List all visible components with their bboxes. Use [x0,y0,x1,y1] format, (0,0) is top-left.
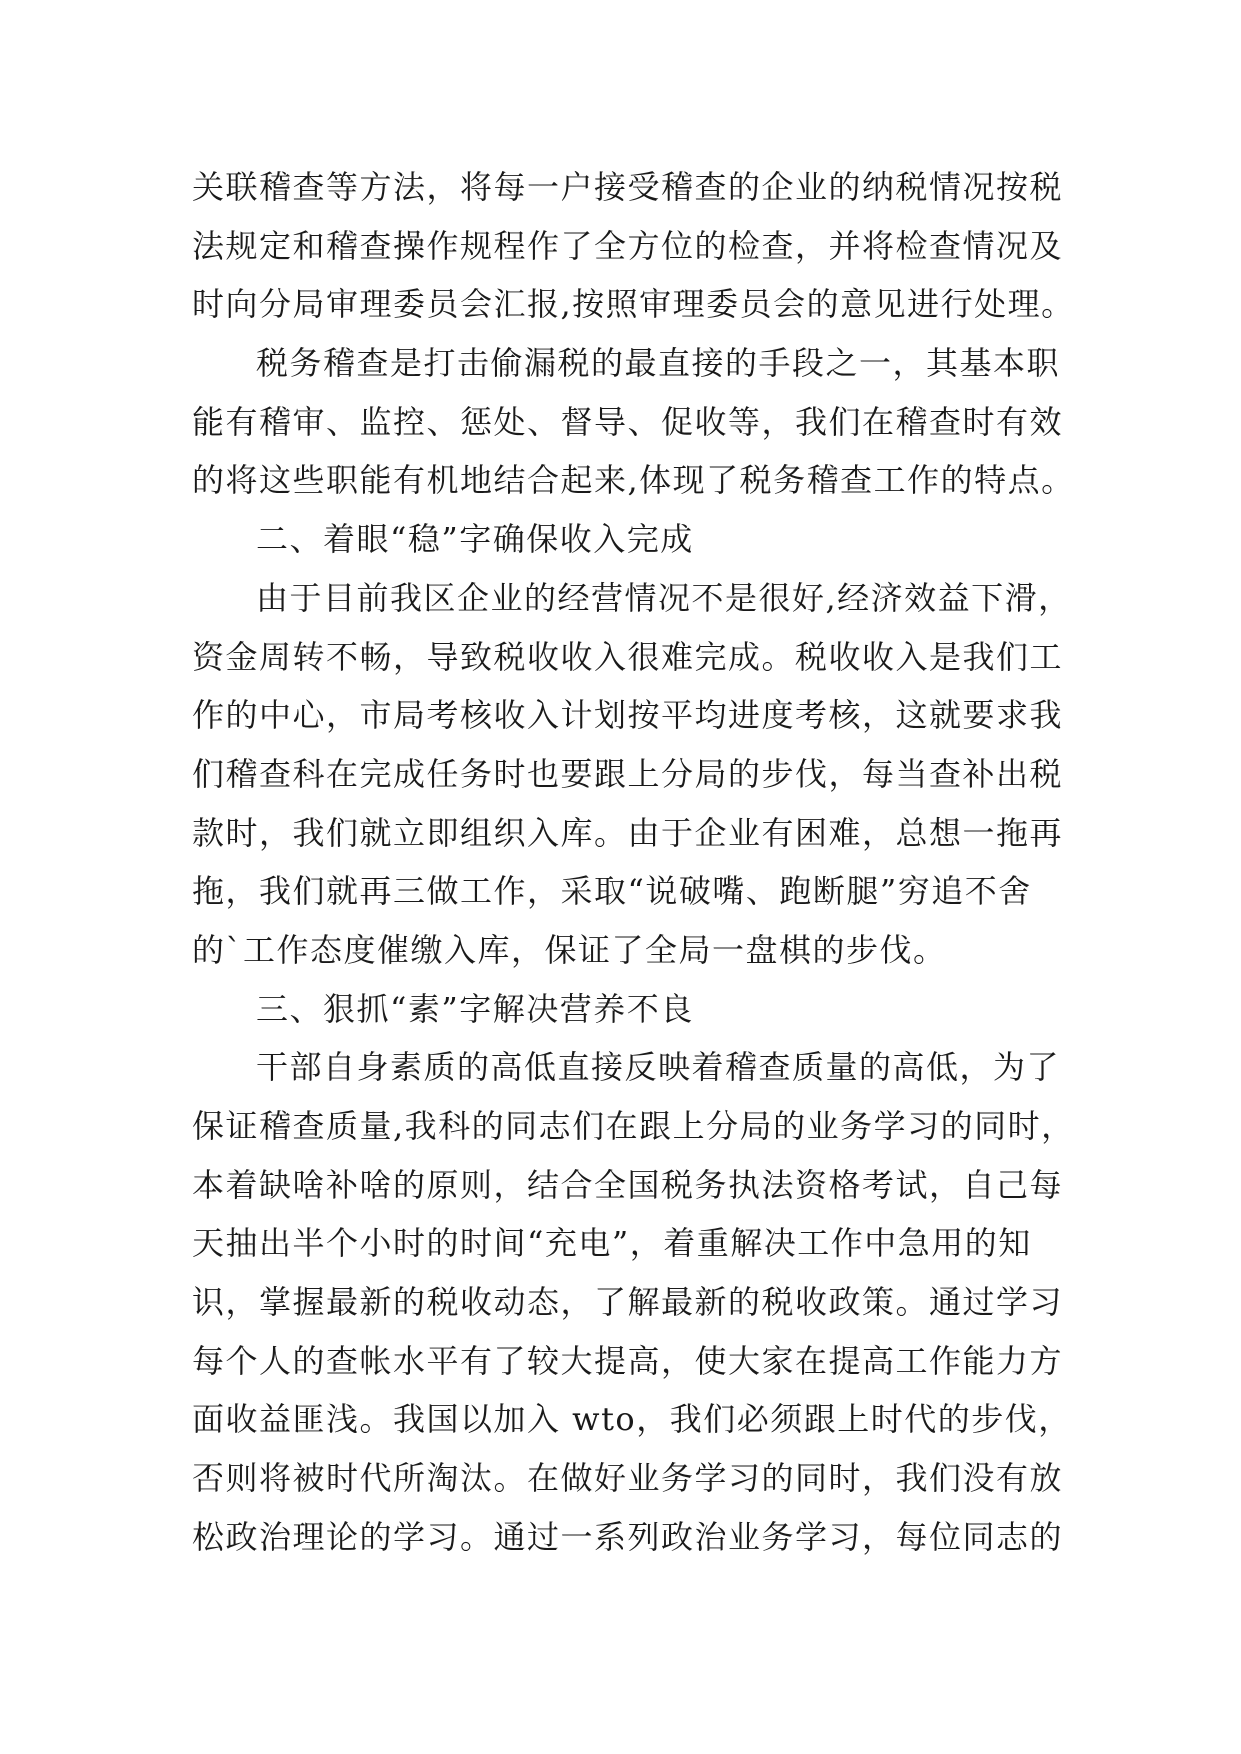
text-line: 保证稽查质量,我科的同志们在跟上分局的业务学习的同时， [192,1107,1075,1145]
text-line: 每个人的查帐水平有了较大提高，使大家在提高工作能力方 [192,1341,1064,1380]
text-line: 资金周转不畅，导致税收收入很难完成。税收收入是我们工 [192,637,1064,676]
text-line: 由于目前我区企业的经营情况不是很好,经济效益下滑， [256,578,1072,617]
text-line: 面收益匪浅。我国以加入 wto，我们必须跟上时代的步伐， [192,1400,1072,1439]
text-line: 本着缺啥补啥的原则，结合全国税务执法资格考试，自己每 [192,1165,1064,1204]
text-line: 能有稽审、监控、惩处、督导、促收等，我们在稽查时有效 [192,402,1064,441]
text-line: 关联稽查等方法，将每一户接受稽查的企业的纳税情况按税 [192,168,1064,206]
text-line: 三、狠抓“素”字解决营养不良 [256,989,694,1028]
text-line: 作的中心，市局考核收入计划按平均进度考核，这就要求我 [192,696,1064,735]
text-line: 干部自身素质的高低直接反映着稽查质量的高低，为了 [256,1048,1061,1087]
text-line: 时向分局审理委员会汇报,按照审理委员会的意见进行处理。 [192,285,1075,324]
text-line: 款时，我们就立即组织入库。由于企业有困难，总想一拖再 [192,813,1064,852]
text-line: 税务稽查是打击偷漏税的最直接的手段之一，其基本职 [256,344,1061,383]
text-line: 天抽出半个小时的时间“充电”，着重解决工作中急用的知 [192,1224,1032,1263]
text-line: 否则将被时代所淘汰。在做好业务学习的同时，我们没有放 [192,1459,1064,1498]
text-line: 二、着眼“稳”字确保收入完成 [256,520,694,559]
body-text [192,158,1092,1567]
text-line: 识，掌握最新的税收动态，了解最新的税收政策。通过学习 [192,1283,1064,1322]
text-line: 拖，我们就再三做工作，采取“说破嘴、跑断腿”穷追不舍 [192,872,1032,911]
text-line: 的`工作态度催缴入库，保证了全局一盘棋的步伐。 [192,930,947,969]
text-line: 的将这些职能有机地结合起来,体现了税务稽查工作的特点。 [192,461,1075,500]
text-line: 松政治理论的学习。通过一系列政治业务学习，每位同志的 [192,1517,1064,1556]
text-line: 们稽查科在完成任务时也要跟上分局的步伐，每当查补出税 [192,754,1064,793]
text-line: 法规定和稽查操作规程作了全方位的检查，并将检查情况及 [192,226,1064,265]
